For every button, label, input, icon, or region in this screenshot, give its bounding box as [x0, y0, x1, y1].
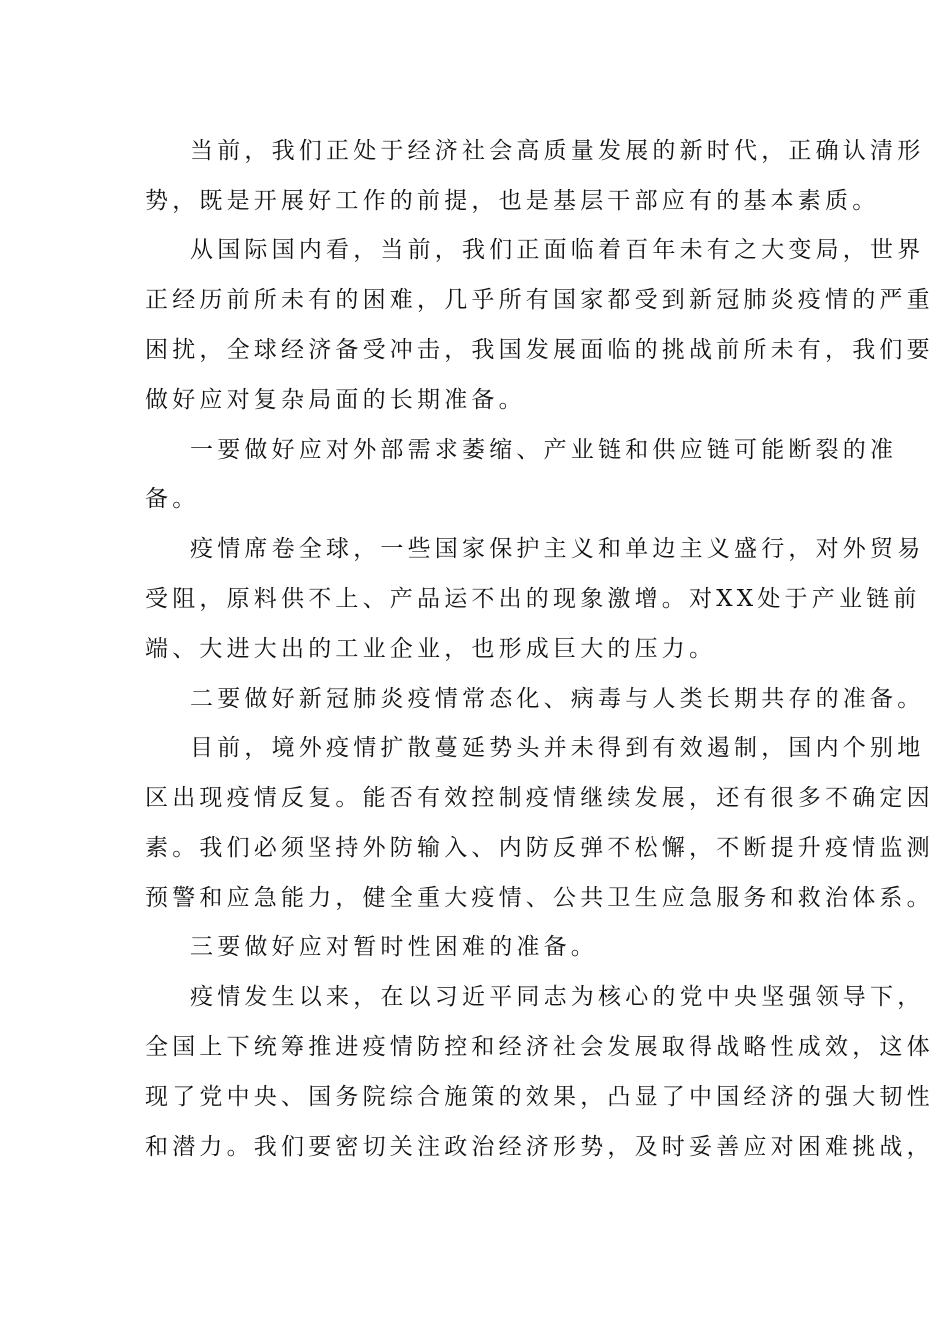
text-line: 端、大进大出的工业企业，也形成巨大的压力。: [145, 636, 717, 662]
text-line: 三要做好应对暂时性困难的准备。: [190, 934, 598, 960]
text-line: 二要做好新冠肺炎疫情常态化、病毒与人类长期共存的准备。: [190, 686, 925, 712]
text-line: 从国际国内看，当前，我们正面临着百年未有之大变局，世界: [190, 237, 925, 263]
text-line: 素。我们必须坚持外防输入、内防反弹不松懈，不断提升疫情监测: [145, 835, 934, 861]
text-line: 目前，境外疫情扩散蔓延势头并未得到有效遏制，国内个别地: [190, 735, 925, 761]
text-line: 预警和应急能力，健全重大疫情、公共卫生应急服务和救治体系。: [145, 885, 934, 911]
text-line: 现了党中央、国务院综合施策的效果，凸显了中国经济的强大韧性: [145, 1084, 934, 1110]
text-line: 受阻，原料供不上、产品运不出的现象激增。对XX处于产业链前: [145, 586, 921, 612]
text-line: 全国上下统筹推进疫情防控和经济社会发展取得战略性成效，这体: [145, 1034, 934, 1060]
text-line: 正经历前所未有的困难，几乎所有国家都受到新冠肺炎疫情的严重: [145, 287, 934, 313]
text-line: 备。: [145, 486, 200, 512]
text-line: 一要做好应对外部需求萎缩、产业链和供应链可能断裂的准: [190, 437, 898, 463]
text-line: 困扰，全球经济备受冲击，我国发展面临的挑战前所未有，我们要: [145, 337, 934, 363]
text-line: 区出现疫情反复。能否有效控制疫情继续发展，还有很多不确定因: [145, 785, 934, 811]
text-line: 势，既是开展好工作的前提，也是基层干部应有的基本素质。: [145, 188, 880, 214]
text-line: 疫情发生以来，在以习近平同志为核心的党中央坚强领导下，: [190, 984, 925, 1010]
text-line: 当前，我们正处于经济社会高质量发展的新时代，正确认清形: [190, 138, 925, 164]
text-line: 和潜力。我们要密切关注政治经济形势，及时妥善应对困难挑战，: [145, 1134, 934, 1160]
text-line: 做好应对复杂局面的长期准备。: [145, 387, 526, 413]
text-line: 疫情席卷全球，一些国家保护主义和单边主义盛行，对外贸易: [190, 536, 925, 562]
